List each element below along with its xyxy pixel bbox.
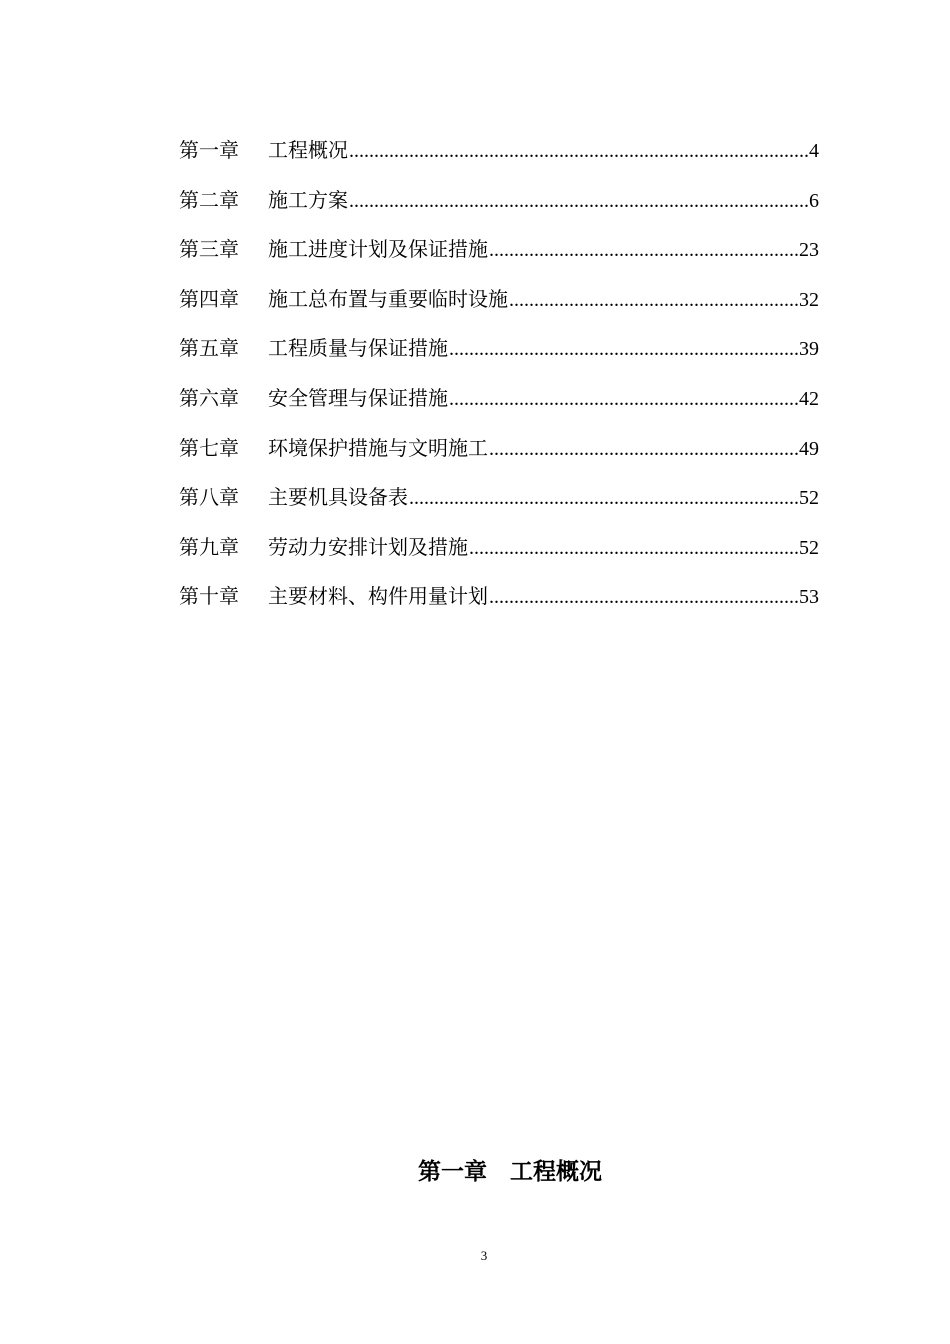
table-of-contents xyxy=(179,133,819,629)
toc-entry[interactable] xyxy=(179,183,819,233)
toc-chapter-title: 安全管理与保证措施 xyxy=(268,387,448,410)
toc-dot-leader xyxy=(448,331,799,367)
toc-chapter-number: 第十章 xyxy=(179,586,239,609)
toc-entry[interactable] xyxy=(179,480,819,530)
toc-entry[interactable] xyxy=(179,381,819,431)
toc-page-number: 39 xyxy=(799,338,819,361)
toc-dot-leader xyxy=(348,133,809,169)
toc-dot-leader xyxy=(508,282,799,318)
toc-dot-leader xyxy=(488,579,799,615)
toc-entry[interactable] xyxy=(179,133,819,183)
toc-chapter-title: 主要机具设备表 xyxy=(268,487,408,510)
toc-entry[interactable] xyxy=(179,530,819,580)
toc-dot-leader xyxy=(468,530,799,566)
toc-chapter-title: 施工方案 xyxy=(268,189,348,212)
toc-chapter-number: 第一章 xyxy=(179,140,239,162)
toc-entry[interactable] xyxy=(179,232,819,282)
toc-dot-leader xyxy=(448,381,799,417)
toc-chapter-title: 工程概况 xyxy=(268,140,348,162)
toc-chapter-title: 劳动力安排计划及措施 xyxy=(268,536,468,559)
toc-chapter-number: 第二章 xyxy=(179,189,239,212)
toc-page-number: 42 xyxy=(799,387,819,410)
toc-entry[interactable] xyxy=(179,282,819,332)
toc-chapter-number: 第五章 xyxy=(179,338,239,361)
toc-chapter-title: 工程质量与保证措施 xyxy=(268,338,448,361)
toc-chapter-number: 第三章 xyxy=(179,239,239,262)
toc-page-number: 4 xyxy=(809,140,819,162)
toc-chapter-title: 施工总布置与重要临时设施 xyxy=(268,288,508,311)
toc-chapter-number: 第九章 xyxy=(179,536,239,559)
toc-dot-leader xyxy=(408,480,799,516)
toc-chapter-number: 第六章 xyxy=(179,387,239,410)
toc-chapter-title: 主要材料、构件用量计划 xyxy=(268,586,488,609)
toc-chapter-title: 环境保护措施与文明施工 xyxy=(268,437,488,460)
toc-dot-leader xyxy=(348,183,809,219)
toc-dot-leader xyxy=(488,232,799,268)
toc-page-number: 52 xyxy=(799,487,819,510)
toc-entry[interactable] xyxy=(179,579,819,629)
toc-entry[interactable] xyxy=(179,331,819,381)
toc-chapter-number: 第四章 xyxy=(179,288,239,311)
toc-chapter-number: 第八章 xyxy=(179,487,239,510)
toc-page-number: 6 xyxy=(809,189,819,212)
toc-entry[interactable] xyxy=(179,431,819,481)
page-number: 3 xyxy=(480,1248,488,1263)
toc-page-number: 49 xyxy=(799,437,819,460)
toc-chapter-number: 第七章 xyxy=(179,437,239,460)
toc-page-number: 23 xyxy=(799,239,819,262)
toc-dot-leader xyxy=(488,431,799,467)
toc-page-number: 32 xyxy=(799,288,819,311)
toc-chapter-title: 施工进度计划及保证措施 xyxy=(268,239,488,262)
toc-page-number: 53 xyxy=(799,586,819,609)
chapter-heading: 第一章 工程概况 xyxy=(418,1159,602,1185)
toc-page-number: 52 xyxy=(799,536,819,559)
